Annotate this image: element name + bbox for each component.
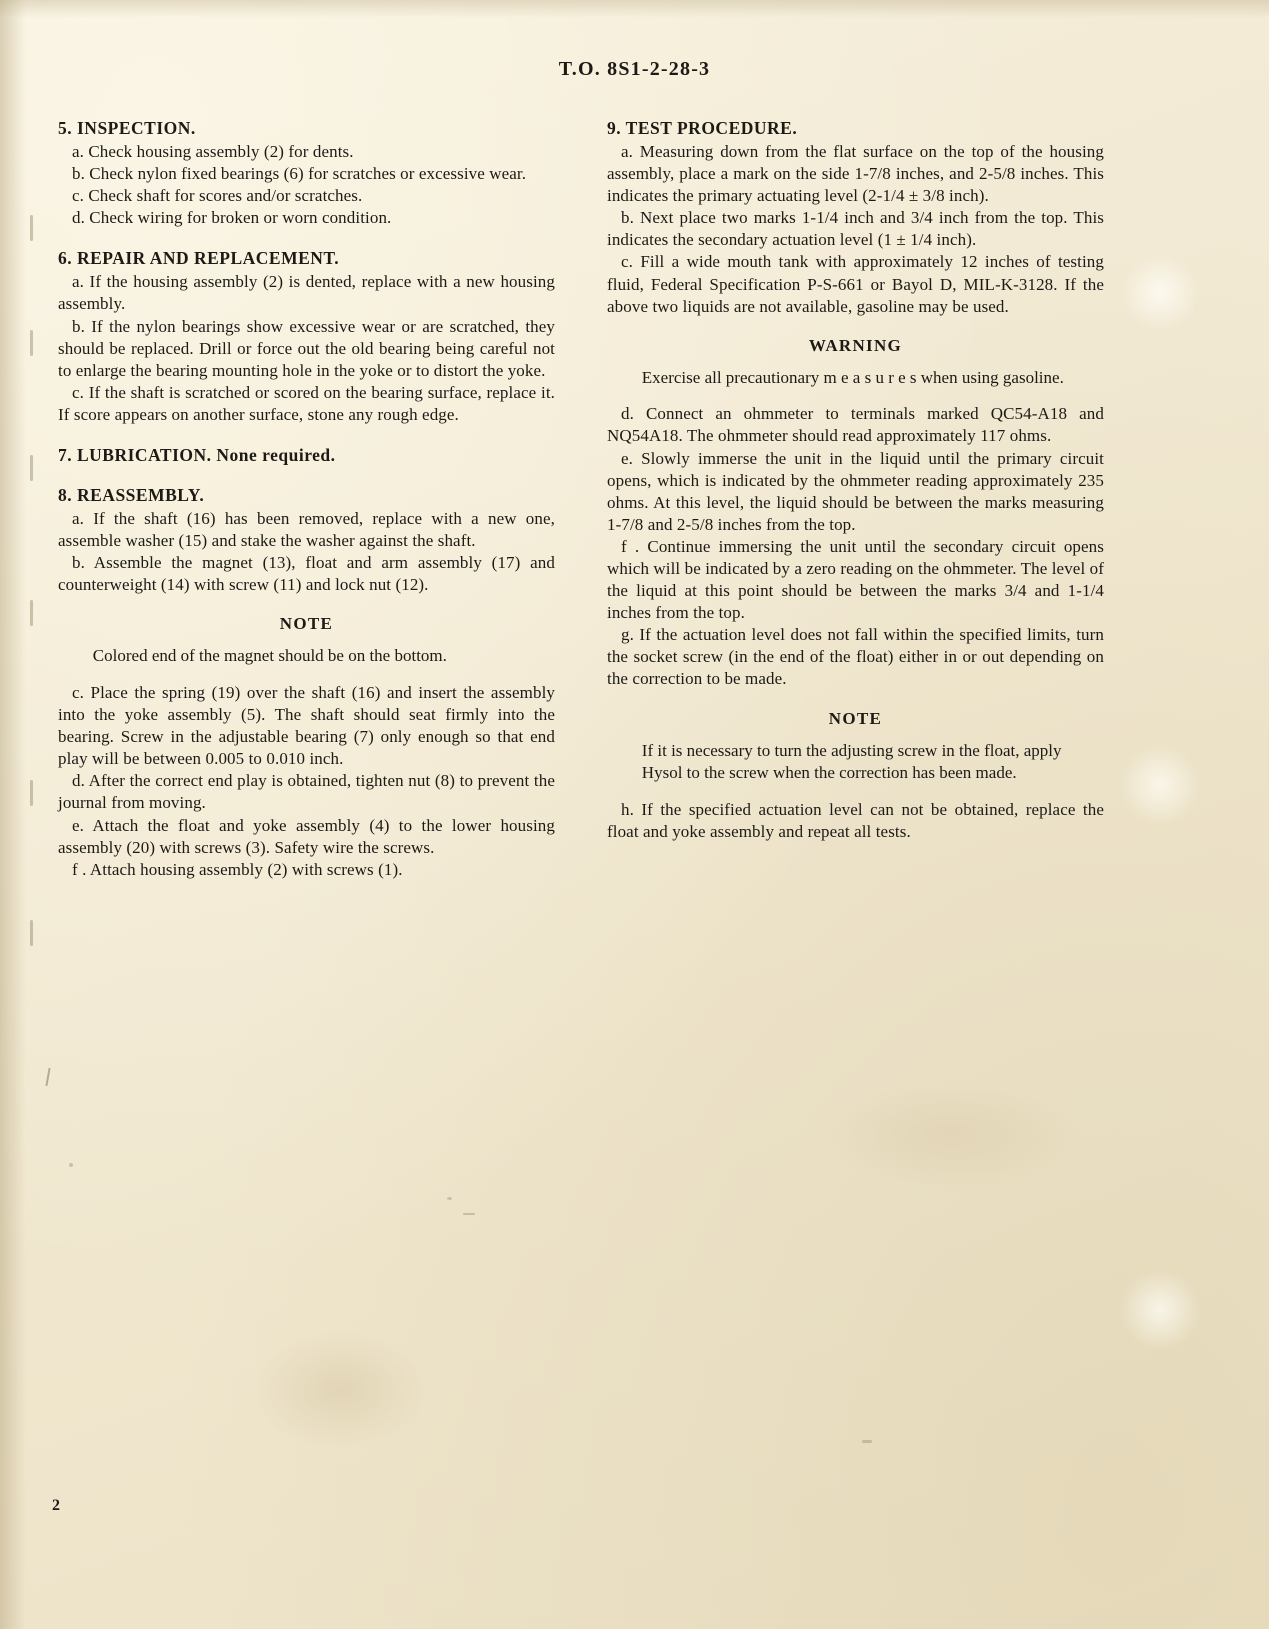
section-heading: 7. LUBRICATION. None required.	[58, 445, 336, 466]
section-heading: 6. REPAIR AND REPLACEMENT.	[58, 248, 340, 269]
paper-speck	[862, 1440, 872, 1443]
paragraph: c. If the shaft is scratched or scored on the bearing surface, replace it. If score appears on another surface, stone any rough edge.	[58, 382, 555, 424]
paragraph: h. If the specified actuation level can not be obtained, replace the float and yoke assembly and repeat all tests.	[607, 799, 1104, 841]
paper-stain	[250, 1330, 430, 1450]
binding-mark	[30, 455, 33, 481]
right-column	[607, 118, 1104, 900]
test-procedure-final	[607, 799, 1104, 843]
section-inspection	[58, 118, 555, 229]
warning-body: Exercise all precautionary m e a s u r e s when using gasoline.	[641, 367, 1064, 387]
page-number: 2	[52, 1497, 60, 1514]
left-column	[58, 118, 555, 900]
warning-callout	[607, 336, 1104, 390]
paper-speck	[447, 1197, 452, 1200]
two-column-body	[58, 118, 1208, 900]
paragraph: e. Attach the float and yoke assembly (4) to the lower housing assembly (20) with screws (3). Safety wire the screws.	[58, 815, 555, 857]
paragraph: c. Check shaft for scores and/or scratches.	[72, 186, 363, 206]
paragraph: b. If the nylon bearings show excessive wear or are scratched, they should be replaced. Drill or force out the old bearing being careful not to enlarge the bearing mounting hole in the yoke or to distort the yoke.	[58, 316, 555, 380]
section-test-procedure	[607, 118, 1104, 318]
paragraph: g. If the actuation level does not fall within the specified limits, turn the socket screw (in the end of the float) either in or out depending on the correction to be made.	[607, 625, 1104, 689]
paper-stain	[820, 1080, 1080, 1190]
binding-mark	[30, 330, 33, 356]
section-lubrication	[58, 445, 555, 466]
paragraph: b. Assemble the magnet (13), float and arm assembly (17) and counterweight (14) with screw (11) and lock nut (12).	[58, 553, 555, 595]
paragraph: a. Check housing assembly (2) for dents.	[72, 142, 354, 161]
note-body: Colored end of the magnet should be on the bottom.	[92, 646, 447, 666]
paragraph: f . Continue immersing the unit until the secondary circuit opens which will be indicated by a zero reading on the ohmmeter. The level of the liquid at this point should be between the marks 3/4 and 1-1/4 inches from the top.	[607, 536, 1104, 623]
paragraph: c. Fill a wide mouth tank with approximately 12 inches of testing fluid, Federal Specification P-S-661 or Bayol D, MIL-K-3128. If the above two liquids are not available, gasoline may be used.	[607, 252, 1104, 316]
warning-title: WARNING	[808, 335, 903, 355]
test-procedure-continued	[607, 403, 1104, 690]
paragraph: b. Check nylon fixed bearings (6) for scratches or excessive wear.	[72, 164, 527, 184]
paragraph: d. Connect an ohmmeter to terminals marked QC54-A18 and NQ54A18. The ohmmeter should read approximately 117 ohms.	[607, 404, 1104, 446]
paragraph: d. After the correct end play is obtained, tighten nut (8) to prevent the journal from moving.	[58, 771, 555, 813]
pencil-mark	[45, 1068, 50, 1086]
paragraph: a. Measuring down from the flat surface on the top of the housing assembly, place a mark on the side 1-7/8 inches, and 2-5/8 inches. This indicates the primary actuating level (2-1/4 ± 3/8 inch).	[607, 142, 1104, 206]
paragraph: a. If the shaft (16) has been removed, replace with a new one, assemble washer (15) and stake the washer against the shaft.	[58, 509, 555, 551]
page-left-edge-shading	[0, 0, 26, 1629]
section-repair-and-replacement	[58, 248, 555, 426]
reassembly-continued	[58, 682, 555, 881]
note-callout	[58, 614, 555, 668]
paragraph: c. Place the spring (19) over the shaft (16) and insert the assembly into the yoke assembly (5). The shaft should seat firmly into the bearing. Screw in the adjustable bearing (7) only enough so that end play will be between 0.005 to 0.010 inch.	[58, 683, 555, 769]
binding-mark	[30, 920, 33, 946]
note-title: NOTE	[828, 708, 883, 728]
paper-stain	[1118, 1270, 1202, 1350]
note-title: NOTE	[279, 614, 334, 634]
paragraph: b. Next place two marks 1-1/4 inch and 3/4 inch from the top. This indicates the secondary actuation level (1 ± 1/4 inch).	[607, 208, 1104, 250]
paper-speck	[69, 1163, 73, 1167]
section-heading: 8. REASSEMBLY.	[58, 485, 205, 506]
paragraph: d. Check wiring for broken or worn condition.	[72, 208, 392, 228]
note-callout	[607, 709, 1104, 785]
section-reassembly	[58, 485, 555, 596]
paragraph: a. If the housing assembly (2) is dented, replace with a new housing assembly.	[58, 272, 555, 314]
paragraph: f . Attach housing assembly (2) with screws (1).	[72, 859, 403, 879]
paragraph: e. Slowly immerse the unit in the liquid until the primary circuit opens, which is indicated by the ohmmeter reading approximately 235 ohms. At this level, the liquid should be between the marks measuring 1-7/8 and 2-5/8 inches from the top.	[607, 448, 1104, 534]
note-body: If it is necessary to turn the adjusting screw in the float, apply Hysol to the screw when the correction has been made.	[641, 740, 1062, 783]
binding-mark	[30, 780, 33, 806]
document-header: T.O. 8S1-2-28-3	[558, 58, 711, 80]
paper-speck	[463, 1213, 475, 1215]
page-top-edge-shading	[0, 0, 1269, 18]
section-heading: 9. TEST PROCEDURE.	[607, 118, 798, 138]
binding-mark	[30, 215, 33, 241]
section-heading: 5. INSPECTION.	[58, 118, 196, 138]
binding-mark	[30, 600, 33, 626]
